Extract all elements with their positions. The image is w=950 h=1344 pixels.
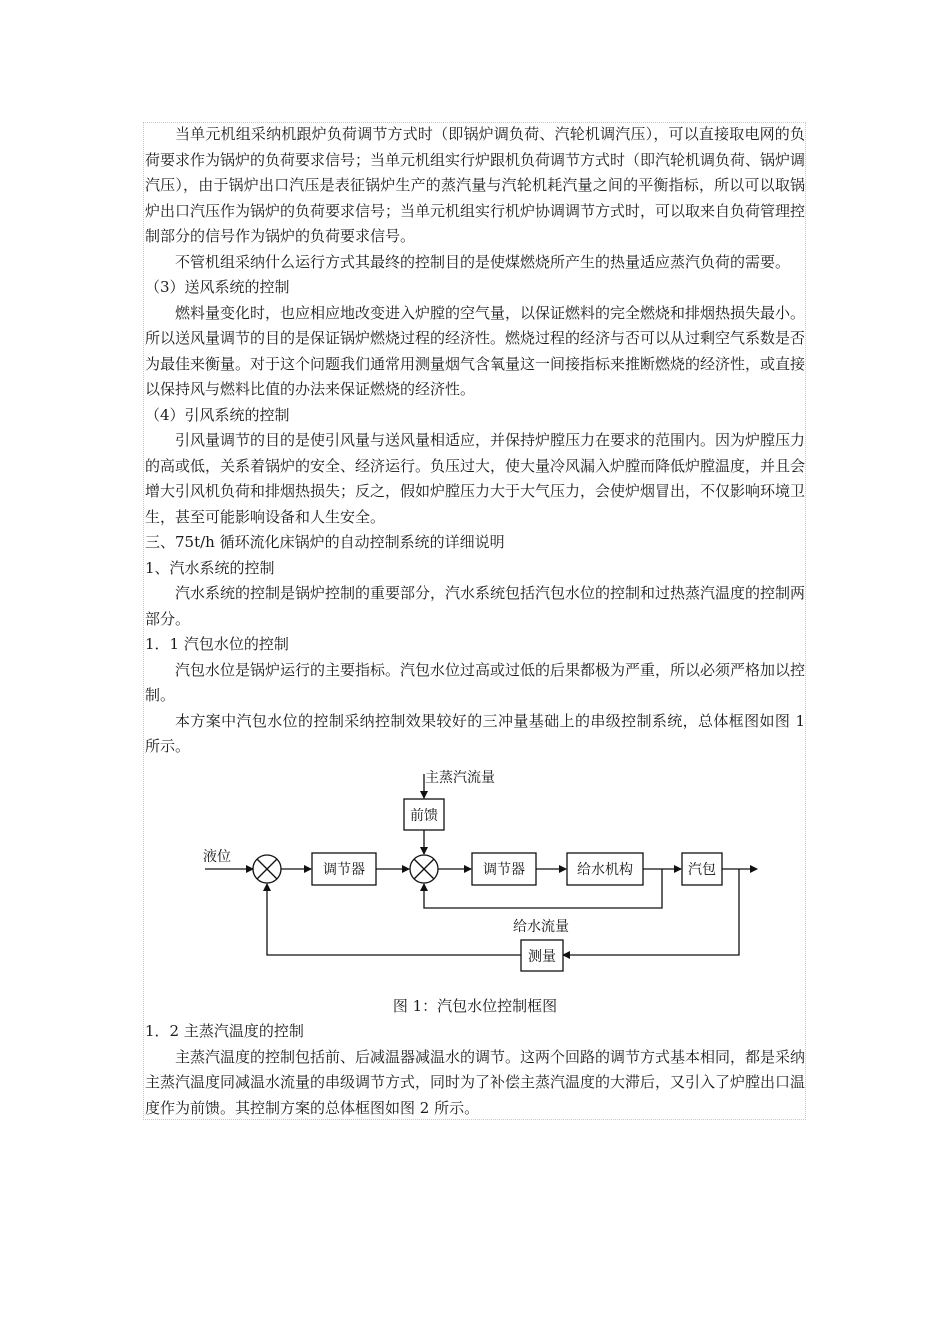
measurement-label: 测量 [528, 948, 556, 965]
paragraph-air-supply: 燃料量变化时，也应相应地改变进入炉膛的空气量，以保证燃料的完全燃烧和排烟热损失最小。所以送风量调节的目的是保证锅炉燃烧过程的经济性。燃烧过程的经济与否可以从过剩空气系数是否为最佳来衡量。对于这个问题我们通常用测量烟气含氧量这一间接指标来推断燃烧的经济性，或直接以保持风与燃料比值的办法来保证燃烧的经济性。 [145, 303, 806, 398]
heading-induced-draft: （4）引风系统的控制 [145, 405, 290, 424]
heading-section-3: 三、75t/h 循环流化床锅炉的自动控制系统的详细说明 [145, 533, 505, 551]
paragraph-load-demand: 当单元机组采纳机跟炉负荷调节方式时（即锅炉调负荷、汽轮机调汽压），可以直接取电网的负荷要求作为锅炉的负荷要求信号；当单元机组实行炉跟机负荷调节方式时（即汽轮机调负荷、锅炉调汽压），由于锅炉出口汽压是表征锅炉生产的蒸汽量与汽轮机耗汽量之间的平衡指标，所以可以取锅炉出口汽压作为锅炉的负荷要求信号；当单元机组实行机炉协调调节方式时，可以取来自负荷管理控制部分的信号作为锅炉的负荷要求信号。 [145, 125, 806, 245]
paragraph-drum-level-scheme: 本方案中汽包水位的控制采纳控制效果较好的三冲量基础上的串级控制系统，总体框图如图 1 所示。 [145, 711, 805, 755]
paragraph-control-goal: 不管机组采纳什么运行方式其最终的控制目的是使煤燃烧所产生的热量适应蒸汽负荷的需要。 [175, 252, 791, 271]
drum-level-block-diagram [145, 762, 805, 994]
heading-main-steam-temp: 1．2 主蒸汽温度的控制 [145, 1022, 304, 1040]
paragraph-drum-level: 汽包水位是锅炉运行的主要指标。汽包水位过高或过低的后果都极为严重，所以必须严格加以控制。 [145, 660, 806, 704]
block-diagram-svg [145, 762, 805, 994]
feedwater-flow-label: 给水流量 [513, 918, 569, 935]
controller-2-label: 调节器 [483, 861, 525, 878]
document-body [145, 122, 805, 1121]
figure-caption: 图 1：汽包水位控制框图 [392, 996, 558, 1015]
feedforward-label: 前馈 [410, 807, 438, 824]
measurement-to-junction1-line [267, 884, 521, 955]
drum-label: 汽包 [688, 861, 716, 878]
heading-drum-level: 1．1 汽包水位的控制 [145, 635, 289, 653]
controller-1-label: 调节器 [323, 861, 365, 878]
paragraph-induced-draft: 引风量调节的目的是使引风量与送风量相适应，并保持炉膛压力在要求的范围内。因为炉膛压力的高或低，关系着锅炉的安全、经济运行。负压过大，使大量冷风漏入炉膛而降低炉膛温度，并且会增大引风机负荷和排烟热损失；反之，假如炉膛压力大于大气压力，会使炉烟冒出，不仅影响环境卫生，甚至可能影响设备和人生安全。 [145, 431, 806, 526]
paragraph-steam-water: 汽水系统的控制是锅炉控制的重要部分，汽水系统包括汽包水位的控制和过热蒸汽温度的控制两部分。 [145, 584, 806, 628]
paragraph-main-steam-temp: 主蒸汽温度的控制包括前、后减温器减温水的调节。这两个回路的调节方式基本相同，都是采纳主蒸汽温度同减温水流量的串级调节方式，同时为了补偿主蒸汽温度的大滞后，又引入了炉膛出口温度作为前馈。其控制方案的总体框图如图 2 所示。 [145, 1047, 806, 1117]
main-steam-flow-label: 主蒸汽流量 [425, 769, 495, 786]
heading-steam-water: 1、汽水系统的控制 [145, 558, 275, 577]
level-label: 液位 [203, 848, 231, 865]
heading-air-supply: （3）送风系统的控制 [145, 278, 290, 296]
feedwater-actuator-label: 给水机构 [577, 861, 633, 878]
